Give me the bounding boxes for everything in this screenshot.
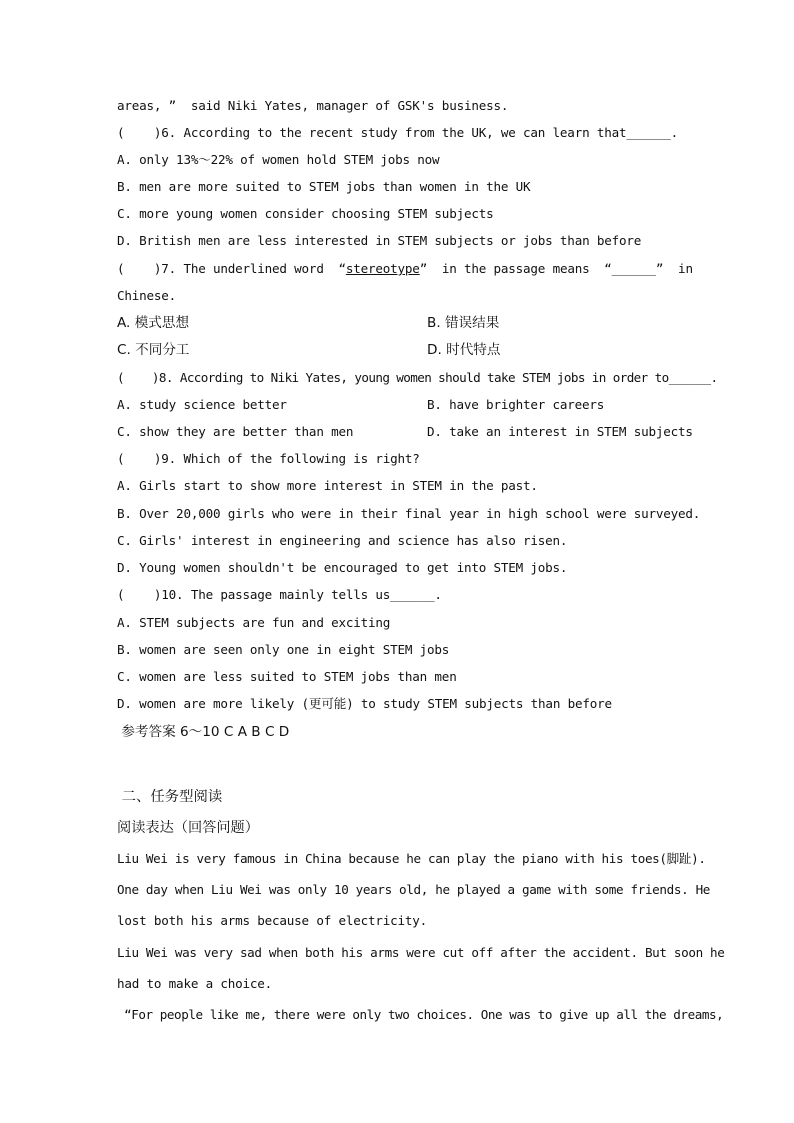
q10-option-d: D. women are more likely (更可能) to study STEM subjects than before bbox=[117, 696, 612, 711]
q9-option-d: D. Young women shouldn't be encouraged to get into STEM jobs. bbox=[117, 560, 568, 575]
section-subheading: 阅读表达（回答问题） bbox=[117, 820, 259, 836]
q9-option-c: C. Girls' interest in engineering and science has also risen. bbox=[117, 533, 568, 548]
section-heading: 二、任务型阅读 bbox=[117, 789, 223, 805]
reading-paragraph-line-6: “For people like me, there were only two choices. One was to give up all the dreams, bbox=[117, 1007, 724, 1022]
q10-option-a: A. STEM subjects are fun and exciting bbox=[117, 615, 391, 630]
q6-option-a: A. only 13%～22% of women hold STEM jobs now bbox=[117, 152, 440, 167]
q7-option-a: A. 模式思想 bbox=[117, 315, 190, 331]
q8-option-c: C. show they are better than men bbox=[117, 424, 354, 439]
q7-option-c: C. 不同分工 bbox=[117, 342, 190, 358]
q9-option-a: A. Girls start to show more interest in STEM in the past. bbox=[117, 478, 538, 493]
question-9: ( )9. Which of the following is right? bbox=[117, 451, 420, 466]
q8-option-d: D. take an interest in STEM subjects bbox=[427, 424, 693, 439]
reading-paragraph-line-5: had to make a choice. bbox=[117, 976, 273, 991]
reading-paragraph-line-3: lost both his arms because of electricity. bbox=[117, 913, 428, 928]
q7-options-row-2 bbox=[117, 342, 690, 358]
reading-paragraph-line-1: Liu Wei is very famous in China because he can play the piano with his toes(脚趾). bbox=[117, 851, 706, 866]
passage-end-line: areas, ” said Niki Yates, manager of GSK's business. bbox=[117, 98, 509, 113]
q8-option-a: A. study science better bbox=[117, 397, 287, 412]
q8-option-b: B. have brighter careers bbox=[427, 397, 605, 412]
q7-options-row-1 bbox=[117, 315, 690, 331]
question-7-continued: Chinese. bbox=[117, 288, 177, 303]
q10-option-c: C. women are less suited to STEM jobs than men bbox=[117, 669, 457, 684]
question-8: ( )8. According to Niki Yates, young women should take STEM jobs in order to______. bbox=[117, 370, 718, 385]
question-7 bbox=[117, 261, 693, 277]
q10-option-b: B. women are seen only one in eight STEM jobs bbox=[117, 642, 450, 657]
reading-paragraph-line-2: One day when Liu Wei was only 10 years old, he played a game with some friends. He bbox=[117, 882, 711, 897]
reading-paragraph-line-4: Liu Wei was very sad when both his arms were cut off after the accident. But soon he bbox=[117, 945, 725, 960]
answer-key: 参考答案 6～10 C A B C D bbox=[117, 724, 290, 740]
q6-option-b: B. men are more suited to STEM jobs than women in the UK bbox=[117, 179, 531, 194]
q8-options-row-1 bbox=[117, 397, 690, 413]
question-6: ( )6. According to the recent study from the UK, we can learn that______. bbox=[117, 125, 679, 140]
q7-option-b: B. 错误结果 bbox=[427, 315, 500, 331]
q7-option-d: D. 时代特点 bbox=[427, 342, 501, 358]
q6-option-c: C. more young women consider choosing STEM subjects bbox=[117, 206, 494, 221]
q8-options-row-2 bbox=[117, 424, 693, 440]
q7-suffix: ” in the passage means “______” in bbox=[419, 261, 693, 276]
q6-option-d: D. British men are less interested in STEM subjects or jobs than before bbox=[117, 233, 642, 248]
question-10: ( )10. The passage mainly tells us______. bbox=[117, 587, 442, 602]
q7-underlined-word: stereotype bbox=[345, 261, 420, 276]
q9-option-b: B. Over 20,000 girls who were in their final year in high school were surveyed. bbox=[117, 506, 701, 521]
q7-prefix: ( )7. The underlined word “ bbox=[117, 261, 346, 276]
